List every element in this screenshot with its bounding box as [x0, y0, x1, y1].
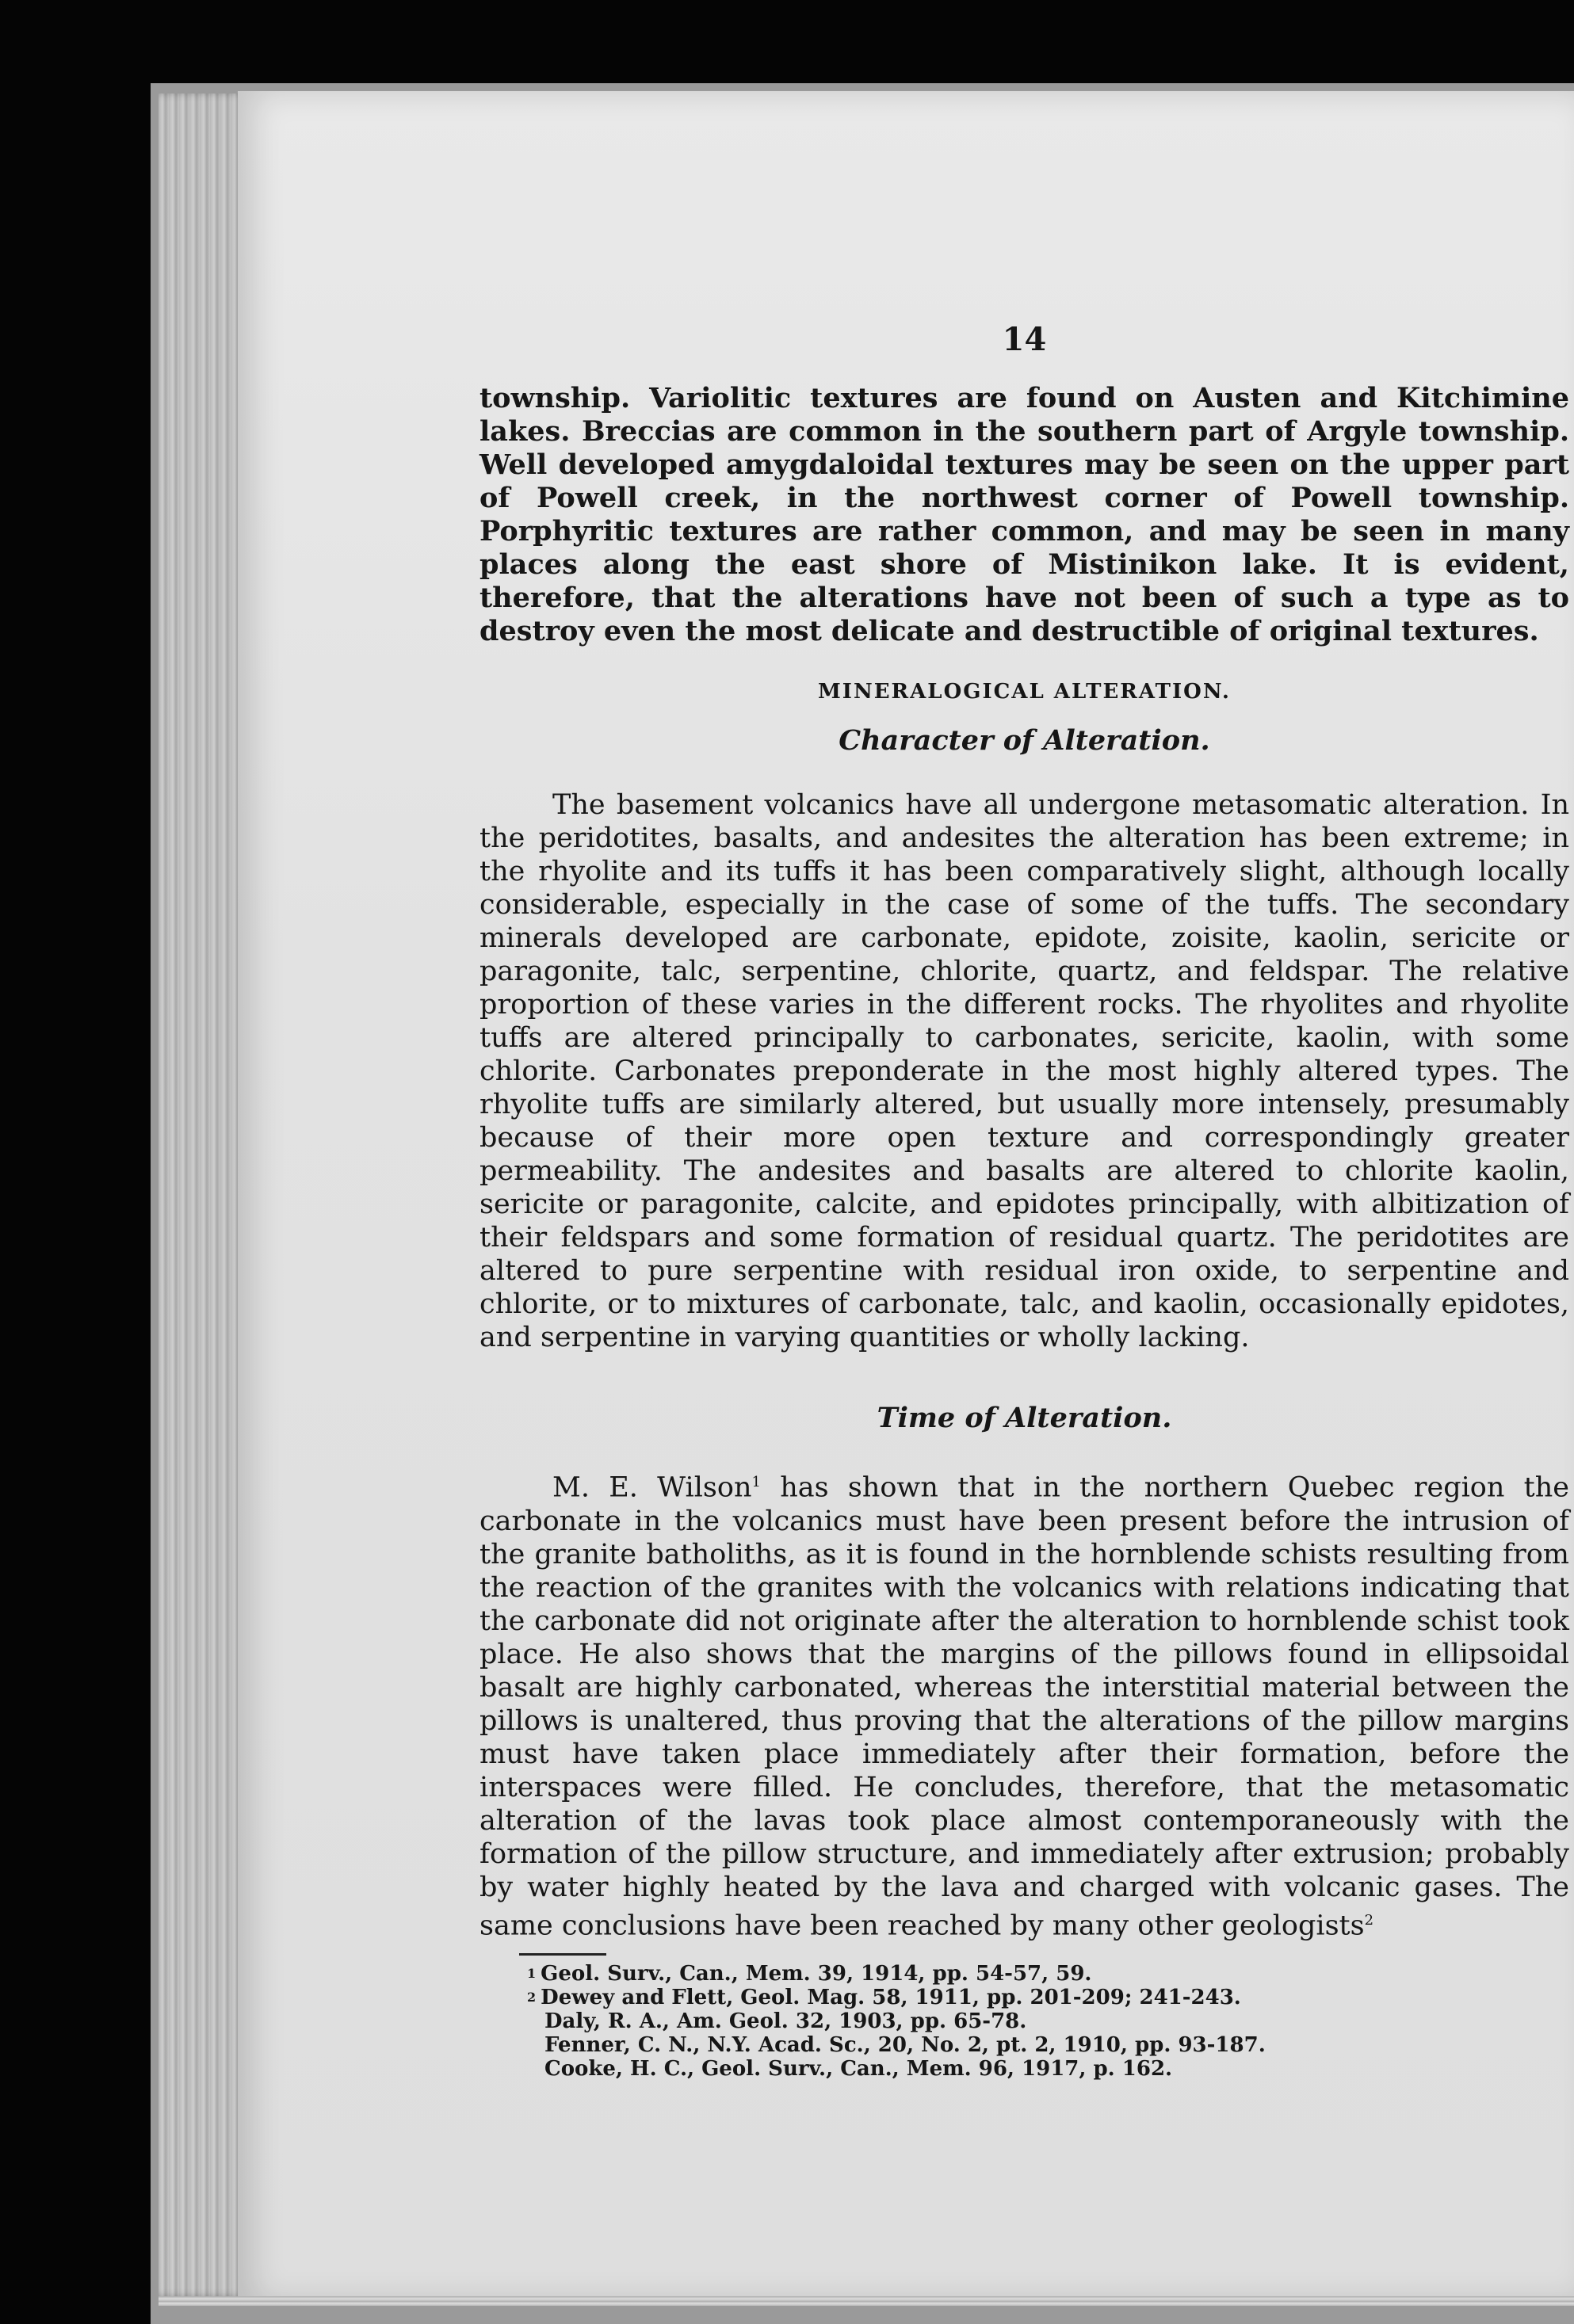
footnote-marker: 1: [527, 1966, 537, 1982]
footnotes: [527, 1962, 1569, 2081]
footnote-marker: 2: [527, 1990, 537, 2005]
time-paragraph: [479, 1466, 1569, 1942]
page-content: [479, 321, 1569, 2081]
footnote-text: Fenner, C. N., N.Y. Acad. Sc., 20, No. 2, pt. 2, 1910, pp. 93-187.: [544, 2033, 1266, 2058]
intro-paragraph: township. Variolitic textures are found on Austen and Kitchimine lakes. Breccias are common in the southern part of Argyle township. Well developed amygdaloidal textures may be seen on the upper part of Powell creek, in the northwest corner of Powell township. Porphyritic textures are rather common, and may be seen in many places along the east shore of Mistinikon lake. It is evident, therefore, that the alterations have not been of such a type as to destroy even the most delicate and destructible of original textures.: [479, 382, 1569, 647]
footnote-text: Dewey and Flett, Geol. Mag. 58, 1911, pp. 201-209; 241-243.: [541, 1986, 1241, 2010]
footnote-ref-2: 2: [1364, 1911, 1374, 1929]
character-paragraph: The basement volcanics have all undergone metasomatic alteration. In the peridotites, basalts, and andesites the alteration has been extreme; in the rhyolite and its tuffs it has been comparatively slight, although locally considerable, especially in the case of some of the tuffs. The secondary minerals developed are carbonate, epidote, zoisite, kaolin, sericite or paragonite, talc, serpentine, chlorite, quartz, and feldspar. The relative proportion of these varies in the different rocks. The rhyolites and rhyolite tuffs are altered principally to carbonates, sericite, kaolin, with some chlorite. Carbonates preponderate in the most highly altered types. The rhyolite tuffs are similarly altered, but usually more intensely, presumably because of their more open texture and correspondingly greater permeability. The andesites and basalts are altered to chlorite kaolin, sericite or paragonite, calcite, and epidotes principally, with albitization of their feldspars and some formation of residual quartz. The peridotites are altered to pure serpentine with residual iron oxide, to serpentine and chlorite, or to mixtures of carbonate, talc, and kaolin, occasionally epidotes, and serpentine in varying quantities or wholly lacking.: [479, 789, 1569, 1353]
time-heading: Time of Alteration.: [877, 1402, 1172, 1434]
page-number: 14: [1002, 321, 1047, 358]
footnote-rule: [519, 1953, 606, 1956]
page-bottom-edge: [159, 2296, 1574, 2306]
time-para-start: M. E. Wilson: [552, 1471, 752, 1504]
footnote-2-cont-1: [527, 2009, 1569, 2033]
footnote-1: [527, 1962, 1569, 1986]
footnote-text: Daly, R. A., Am. Geol. 32, 1903, pp. 65-78.: [544, 2009, 1027, 2034]
footnote-ref-1: 1: [751, 1474, 761, 1490]
character-heading: Character of Alteration.: [839, 724, 1210, 757]
footnote-text: Cooke, H. C., Geol. Surv., Can., Mem. 96, 1917, p. 162.: [544, 2057, 1173, 2082]
footnote-text: Geol. Surv., Can., Mem. 39, 1914, pp. 54-57, 59.: [541, 1962, 1092, 1986]
footnote-2-cont-2: [527, 2033, 1569, 2057]
footnote-2: [527, 1986, 1569, 2009]
section-heading: MINERALOGICAL ALTERATION.: [818, 680, 1231, 704]
time-para-rest: has shown that in the northern Quebec region the carbonate in the volcanics must have been present before the intrusion of the granite batholiths, as it is found in the hornblende schists resulting from the reaction of the granites with the volcanics with relations indicating that the carbonate did not originate after the alteration to hornblende schist took place. He also shows that the margins of the pillows found in ellipsoidal basalt are highly carbonated, whereas the interstitial material between the pillows is unaltered, thus proving that the alterations of the pillow margins must have taken place immediately after their formation, before the interspaces were filled. He concludes, therefore, that the metasomatic alteration of the lavas took place almost contemporaneously with the formation of the pillow structure, and immediately after extrusion; probably by water highly heated by the lava and charged with volcanic gases. The same conclusions have been reached by many other geologists: [479, 1471, 1569, 1942]
footnote-2-cont-3: [527, 2057, 1569, 2081]
stacked-page-edges: [159, 93, 246, 2296]
